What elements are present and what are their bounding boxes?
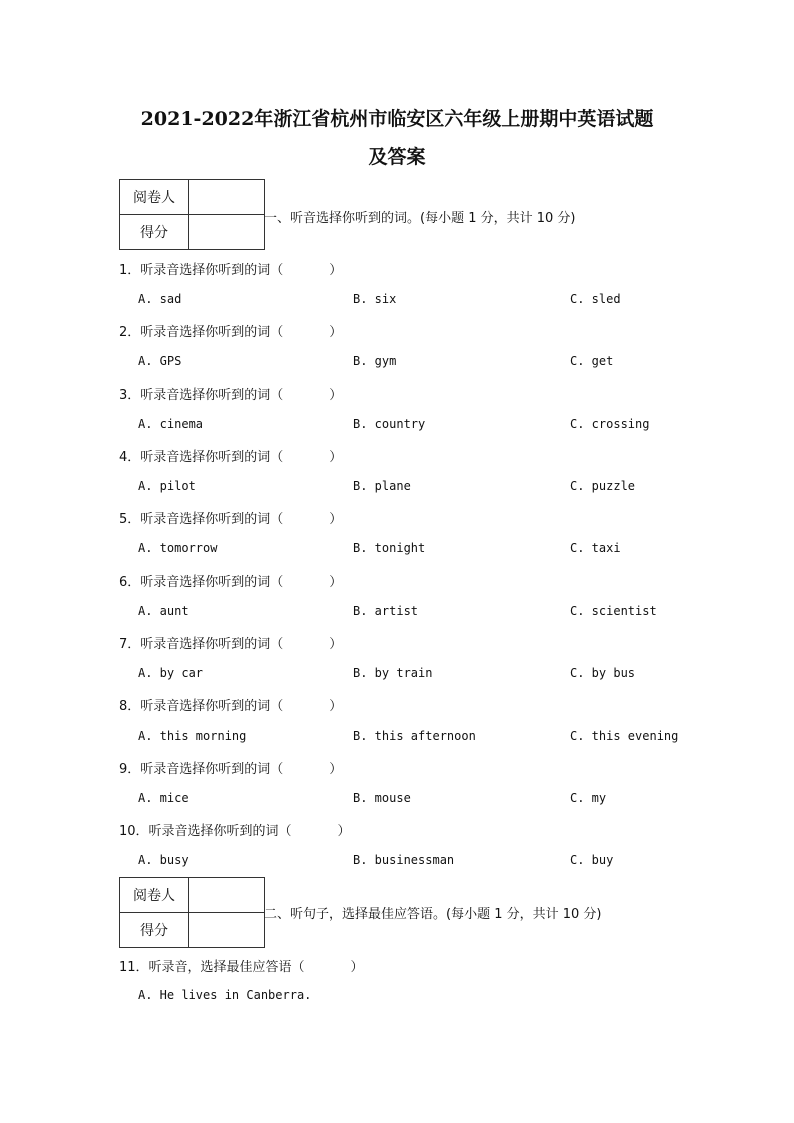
options-row <box>138 354 698 372</box>
question <box>119 508 342 527</box>
option-c: C. scientist <box>570 604 657 618</box>
question <box>119 259 342 278</box>
question-close: ） <box>329 637 343 652</box>
options-row <box>138 853 698 871</box>
question-stem: 10．听录音选择你听到的词（ <box>119 824 292 839</box>
options-row <box>138 988 698 1006</box>
option-a: A. sad <box>138 292 182 306</box>
question <box>119 956 364 975</box>
option-c: C. buy <box>570 853 614 867</box>
score-cell <box>189 215 265 250</box>
option-c: C. my <box>570 791 607 805</box>
option-b: B. tonight <box>353 541 426 555</box>
question-close: ） <box>329 388 343 403</box>
question-stem: 1．听录音选择你听到的词（ <box>119 263 284 278</box>
title-line-1: 2021-2022年浙江省杭州市临安区六年级上册期中英语试题 <box>140 108 654 130</box>
option-c: C. get <box>570 354 614 368</box>
option-b: B. artist <box>353 604 419 618</box>
question <box>119 446 342 465</box>
option-c: C. taxi <box>570 541 621 555</box>
option-b: B. mouse <box>353 791 411 805</box>
options-row <box>138 791 698 809</box>
question-close: ） <box>329 699 343 714</box>
reviewer-label: 阅卷人 <box>120 180 189 215</box>
question-close: ） <box>329 762 343 777</box>
question-stem: 2．听录音选择你听到的词（ <box>119 325 284 340</box>
score-box-section-2 <box>119 877 265 948</box>
option-c: C. crossing <box>570 417 650 431</box>
score-cell <box>189 913 265 948</box>
question-stem: 9．听录音选择你听到的词（ <box>119 762 284 777</box>
question <box>119 695 342 714</box>
option-b: B. six <box>353 292 397 306</box>
option-a: A. He lives in Canberra. <box>138 988 312 1002</box>
question-close: ） <box>350 960 364 975</box>
option-b: B. country <box>353 417 426 431</box>
score-box-section-1 <box>119 179 265 250</box>
option-c: C. by bus <box>570 666 636 680</box>
option-b: B. this afternoon <box>353 729 476 743</box>
options-row <box>138 541 698 559</box>
options-row <box>138 729 698 747</box>
section-heading-2: 二、听句子，选择最佳应答语。(每小题 1 分，共计 10 分) <box>264 907 602 922</box>
options-row <box>138 479 698 497</box>
reviewer-cell <box>189 180 265 215</box>
question-close: ） <box>329 575 343 590</box>
option-b: B. gym <box>353 354 397 368</box>
question <box>119 321 342 340</box>
option-a: A. cinema <box>138 417 204 431</box>
option-a: A. aunt <box>138 604 189 618</box>
question-close: ） <box>329 263 343 278</box>
question-stem: 4．听录音选择你听到的词（ <box>119 450 284 465</box>
options-row <box>138 292 698 310</box>
question <box>119 384 342 403</box>
option-a: A. pilot <box>138 479 196 493</box>
title-line-2: 及答案 <box>368 146 426 168</box>
question-stem: 8．听录音选择你听到的词（ <box>119 699 284 714</box>
question-stem: 5．听录音选择你听到的词（ <box>119 512 284 527</box>
question <box>119 758 342 777</box>
page-title <box>0 100 794 176</box>
option-b: B. by train <box>353 666 433 680</box>
question-close: ） <box>329 512 343 527</box>
option-c: C. this evening <box>570 729 679 743</box>
reviewer-label: 阅卷人 <box>120 878 189 913</box>
question-stem: 3．听录音选择你听到的词（ <box>119 388 284 403</box>
question-close: ） <box>329 450 343 465</box>
option-c: C. sled <box>570 292 621 306</box>
reviewer-cell <box>189 878 265 913</box>
question-stem: 7．听录音选择你听到的词（ <box>119 637 284 652</box>
options-row <box>138 604 698 622</box>
question <box>119 820 351 839</box>
option-a: A. mice <box>138 791 189 805</box>
option-c: C. puzzle <box>570 479 636 493</box>
question <box>119 633 342 652</box>
question <box>119 571 342 590</box>
option-a: A. by car <box>138 666 204 680</box>
option-a: A. GPS <box>138 354 182 368</box>
option-a: A. busy <box>138 853 189 867</box>
question-close: ） <box>337 824 351 839</box>
options-row <box>138 666 698 684</box>
option-b: B. plane <box>353 479 411 493</box>
score-label: 得分 <box>120 913 189 948</box>
question-stem: 6．听录音选择你听到的词（ <box>119 575 284 590</box>
question-close: ） <box>329 325 343 340</box>
option-a: A. tomorrow <box>138 541 218 555</box>
options-row <box>138 417 698 435</box>
option-a: A. this morning <box>138 729 247 743</box>
option-b: B. businessman <box>353 853 455 867</box>
question-stem: 11．听录音，选择最佳应答语（ <box>119 960 305 975</box>
score-label: 得分 <box>120 215 189 250</box>
section-heading-1: 一、听音选择你听到的词。(每小题 1 分，共计 10 分) <box>264 211 576 226</box>
